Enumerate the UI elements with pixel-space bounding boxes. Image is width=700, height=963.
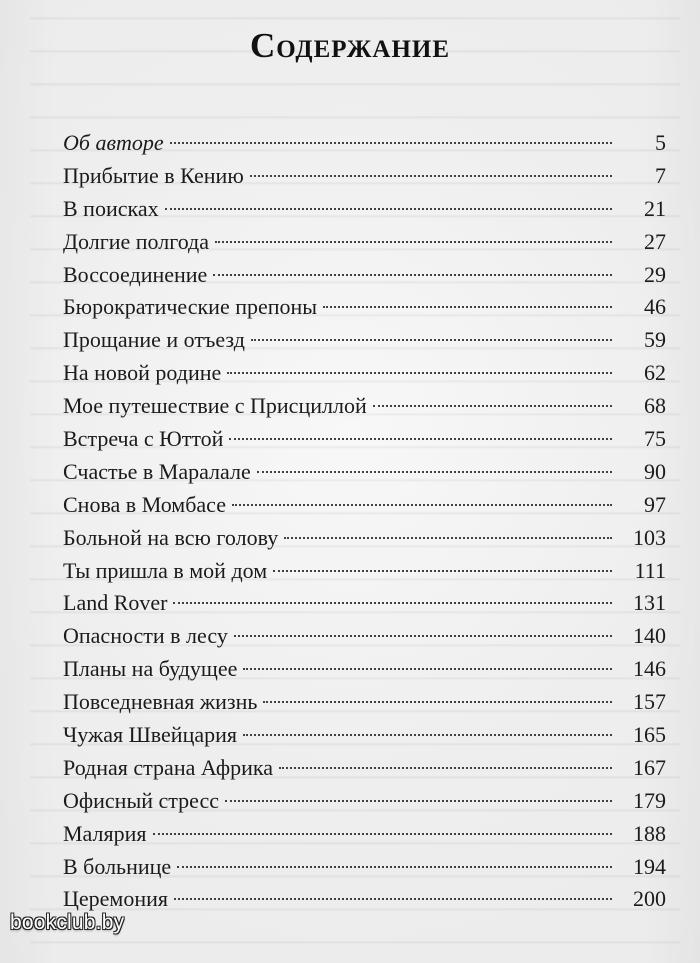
dot-leader: [284, 536, 612, 539]
toc-entry-page: 7: [655, 162, 666, 188]
table-of-contents: [63, 127, 666, 916]
toc-entry: [63, 324, 666, 357]
toc-entry-title: Офисный стресс: [63, 787, 219, 813]
toc-entry-page: 75: [644, 426, 666, 452]
toc-entry-title: В поисках: [63, 195, 159, 221]
toc-entry: [63, 226, 666, 259]
toc-entry-page: 157: [633, 689, 666, 715]
toc-entry: [63, 851, 666, 884]
dot-leader: [165, 207, 612, 210]
dot-leader: [263, 700, 612, 703]
dot-leader: [170, 141, 612, 144]
toc-entry-title: Долгие полгода: [63, 228, 210, 254]
toc-entry: [63, 752, 666, 785]
dot-leader: [213, 273, 612, 276]
toc-entry-title: Прощание и отъезд: [63, 327, 245, 353]
dot-leader: [229, 437, 612, 440]
dot-leader: [279, 766, 612, 769]
toc-entry: [63, 555, 666, 588]
dot-leader: [234, 634, 612, 637]
dot-leader: [227, 371, 612, 374]
toc-entry-page: 59: [644, 327, 666, 353]
dot-leader: [257, 470, 612, 473]
toc-entry: [63, 522, 666, 555]
toc-entry: [63, 883, 666, 916]
toc-entry: [63, 456, 666, 489]
toc-entry-page: 179: [633, 787, 666, 813]
toc-entry-title: Об авторе: [63, 130, 164, 155]
toc-entry-title: Бюрократические препоны: [63, 294, 318, 320]
toc-entry-page: 131: [633, 590, 666, 616]
dot-leader: [273, 569, 612, 572]
toc-entry-title: Снова в Момбасе: [63, 491, 226, 517]
toc-entry-page: 21: [644, 195, 666, 221]
toc-entry: [63, 653, 666, 686]
toc-entry-title: Опасности в лесу: [63, 623, 228, 649]
toc-entry-title: Счастье в Маралале: [63, 458, 251, 484]
dot-leader: [243, 733, 612, 736]
toc-entry: [63, 127, 666, 160]
dot-leader: [323, 305, 612, 308]
dot-leader: [177, 865, 612, 868]
toc-entry-title: В больнице: [63, 853, 172, 879]
dot-leader: [225, 799, 612, 802]
dot-leader: [243, 667, 612, 670]
toc-entry-page: 62: [644, 360, 666, 386]
toc-entry-page: 111: [634, 557, 666, 583]
toc-entry-page: 188: [633, 820, 666, 846]
toc-entry-page: 27: [644, 228, 666, 254]
toc-entry: [63, 719, 666, 752]
toc-entry: [63, 785, 666, 818]
toc-entry-title: Малярия: [63, 820, 147, 846]
toc-entry-title: Прибытие в Кению: [63, 162, 244, 188]
dot-leader: [174, 897, 612, 900]
toc-entry-page: 167: [633, 754, 666, 780]
toc-entry-title: Больной на всю голову: [63, 524, 279, 550]
toc-entry-page: 146: [633, 656, 666, 682]
toc-entry: [63, 291, 666, 324]
toc-entry-title: Планы на будущее: [63, 656, 238, 682]
dot-leader: [173, 601, 612, 604]
toc-entry-title: Церемония: [63, 886, 169, 912]
toc-entry: [63, 489, 666, 522]
toc-entry: [63, 357, 666, 390]
dot-leader: [215, 240, 612, 243]
toc-entry: [63, 620, 666, 653]
toc-entry: [63, 390, 666, 423]
toc-entry-page: 29: [644, 261, 666, 287]
dot-leader: [232, 503, 612, 506]
toc-entry-page: 194: [633, 853, 666, 879]
page-title: Содержание: [249, 26, 451, 65]
toc-entry: [63, 193, 666, 226]
toc-entry-page: 5: [655, 130, 666, 155]
toc-entry-title: Воссоединение: [63, 261, 208, 287]
toc-entry-title: Ты пришла в мой дом: [63, 557, 268, 583]
toc-entry-title: На новой родине: [63, 360, 222, 386]
dot-leader: [250, 174, 612, 177]
toc-entry-page: 140: [633, 623, 666, 649]
toc-entry: [63, 818, 666, 851]
toc-entry-page: 46: [644, 294, 666, 320]
toc-entry-title: Чужая Швейцария: [63, 722, 238, 748]
toc-entry-title: Land Rover: [63, 590, 168, 616]
watermark: bookclub.by: [10, 911, 125, 934]
toc-entry-page: 97: [644, 491, 666, 517]
toc-entry-page: 68: [644, 393, 666, 419]
toc-entry-page: 103: [633, 524, 666, 550]
toc-entry: [63, 160, 666, 193]
toc-entry-title: Повседневная жизнь: [63, 689, 258, 715]
toc-entry: [63, 587, 666, 620]
dot-leader: [153, 832, 612, 835]
toc-entry-page: 200: [633, 886, 666, 912]
dot-leader: [373, 404, 612, 407]
toc-entry: [63, 423, 666, 456]
dot-leader: [251, 338, 612, 341]
toc-entry-title: Встреча с Юттой: [63, 426, 224, 452]
toc-entry-page: 165: [633, 722, 666, 748]
toc-entry-title: Мое путешествие с Присциллой: [63, 393, 367, 419]
toc-entry: [63, 686, 666, 719]
toc-entry-page: 90: [644, 458, 666, 484]
toc-entry: [63, 259, 666, 292]
toc-entry-title: Родная страна Африка: [63, 754, 274, 780]
